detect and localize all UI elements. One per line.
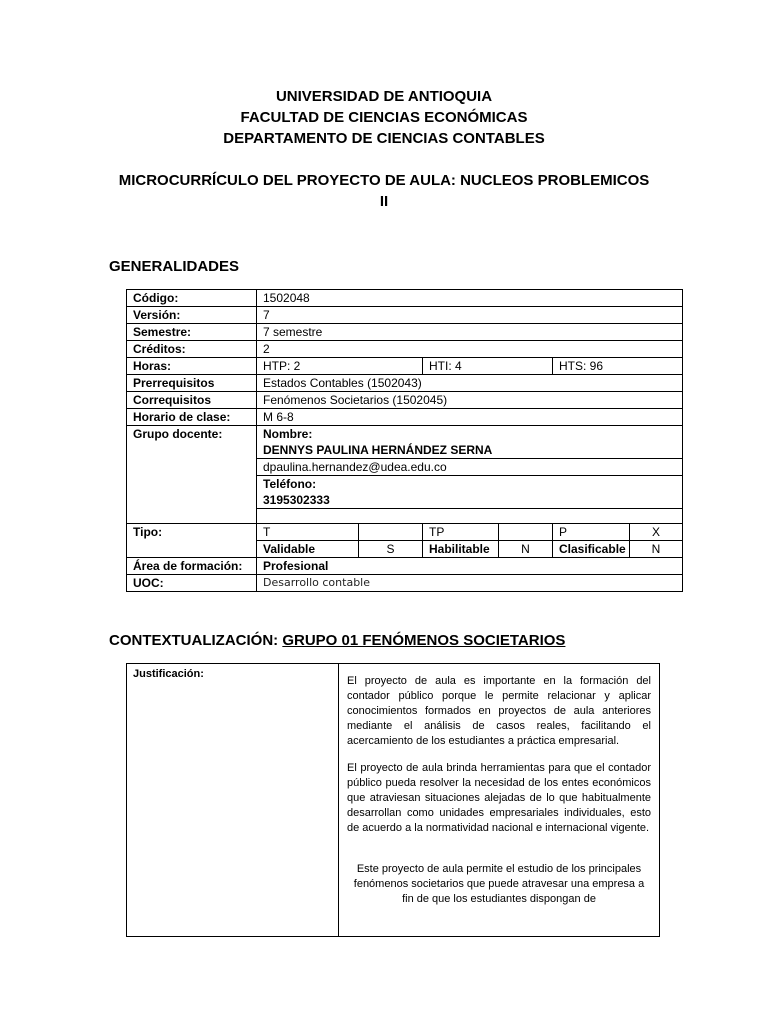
grupo-docente-label: Grupo docente: [127, 426, 257, 524]
tipo-label: Tipo: [127, 524, 257, 558]
table-row [127, 558, 683, 575]
horario-label: Horario de clase: [127, 409, 257, 426]
semestre-value: 7 semestre [257, 324, 683, 341]
empty-cell [257, 509, 683, 524]
table-row [127, 426, 683, 459]
nombre-value: DENNYS PAULINA HERNÁNDEZ SERNA [263, 443, 493, 457]
table-row [127, 392, 683, 409]
area-value: Profesional [257, 558, 683, 575]
contextualizacion-heading [109, 632, 565, 649]
correquisitos-label: Correquisitos [127, 392, 257, 409]
faculty-name: FACULTAD DE CIENCIAS ECONÓMICAS [240, 109, 528, 126]
justificacion-content [339, 664, 660, 937]
docente-telefono [257, 476, 683, 509]
tipo-p: P [553, 524, 630, 541]
table-row [127, 290, 683, 307]
tipo-p-value: X [630, 524, 683, 541]
justificacion-paragraph-2: El proyecto de aula brinda herramientas para que el contador público pueda resolver la necesidad de los entes económicos que atraviesan situaciones alejadas de lo que habitualmente desarrollan como unidades empresariales individuales, esto de acuerdo a la normatividad nacional e internacional vigente. [347, 762, 651, 834]
table-row [127, 524, 683, 541]
prerrequisitos-value: Estados Contables (1502043) [257, 375, 683, 392]
tipo-tp: TP [423, 524, 499, 541]
creditos-label: Créditos: [127, 341, 257, 358]
validable-value: S [359, 541, 423, 558]
semestre-label: Semestre: [127, 324, 257, 341]
docente-nombre [257, 426, 683, 459]
version-value: 7 [257, 307, 683, 324]
creditos-value: 2 [257, 341, 683, 358]
nombre-label: Nombre: [263, 427, 313, 441]
contextualizacion-table [126, 663, 660, 937]
document-title-line2: II [379, 193, 389, 210]
document-title: MICROCURRÍCULO DEL PROYECTO DE AULA: NUCLEOS PROBLEMICOS [118, 172, 650, 189]
correquisitos-value: Fenómenos Societarios (1502045) [257, 392, 683, 409]
justificacion-paragraph-1: El proyecto de aula es importante en la formación del contador público porque le permite relacionar y aplicar conocimientos formados en proyectos de aula anteriores mediante el análisis de casos reales, facilitando el acercamiento de los estudiantes a práctica empresarial. [347, 675, 651, 747]
telefono-value: 3195302333 [263, 493, 330, 507]
table-row [127, 341, 683, 358]
justificacion-paragraph-3: Este proyecto de aula permite el estudio de los principales fenómenos societarios que puede atravesar una empresa a fin de que los estudiantes dispongan de [353, 863, 645, 905]
habilitable-label: Habilitable [423, 541, 499, 558]
table-row [127, 664, 660, 937]
horas-label: Horas: [127, 358, 257, 375]
table-row [127, 375, 683, 392]
generalidades-table [126, 289, 683, 592]
telefono-label: Teléfono: [263, 477, 317, 491]
table-row [127, 358, 683, 375]
docente-email: dpaulina.hernandez@udea.edu.co [257, 459, 683, 476]
clasificable-label: Clasificable [553, 541, 630, 558]
codigo-value: 1502048 [257, 290, 683, 307]
validable-label: Validable [257, 541, 359, 558]
tipo-tp-value [499, 524, 553, 541]
group-name: GRUPO 01 FENÓMENOS SOCIETARIOS [282, 632, 566, 649]
contextualizacion-label: CONTEXTUALIZACIÓN: [109, 632, 279, 649]
table-row [127, 307, 683, 324]
university-name: UNIVERSIDAD DE ANTIOQUIA [275, 88, 493, 105]
htp-value: HTP: 2 [257, 358, 423, 375]
table-row [127, 324, 683, 341]
tipo-t-value [359, 524, 423, 541]
department-name: DEPARTAMENTO DE CIENCIAS CONTABLES [223, 130, 545, 147]
prerrequisitos-label: Prerrequisitos [127, 375, 257, 392]
justificacion-label: Justificación: [127, 664, 339, 937]
hti-value: HTI: 4 [423, 358, 553, 375]
generalidades-heading: GENERALIDADES [109, 258, 240, 275]
table-row [127, 409, 683, 426]
habilitable-value: N [499, 541, 553, 558]
area-label: Área de formación: [127, 558, 257, 575]
tipo-t: T [257, 524, 359, 541]
horario-value: M 6-8 [257, 409, 683, 426]
version-label: Versión: [127, 307, 257, 324]
uoc-label: UOC: [127, 575, 257, 592]
table-row [127, 575, 683, 592]
clasificable-value: N [630, 541, 683, 558]
uoc-value: Desarrollo contable [257, 575, 683, 592]
hts-value: HTS: 96 [553, 358, 683, 375]
codigo-label: Código: [127, 290, 257, 307]
